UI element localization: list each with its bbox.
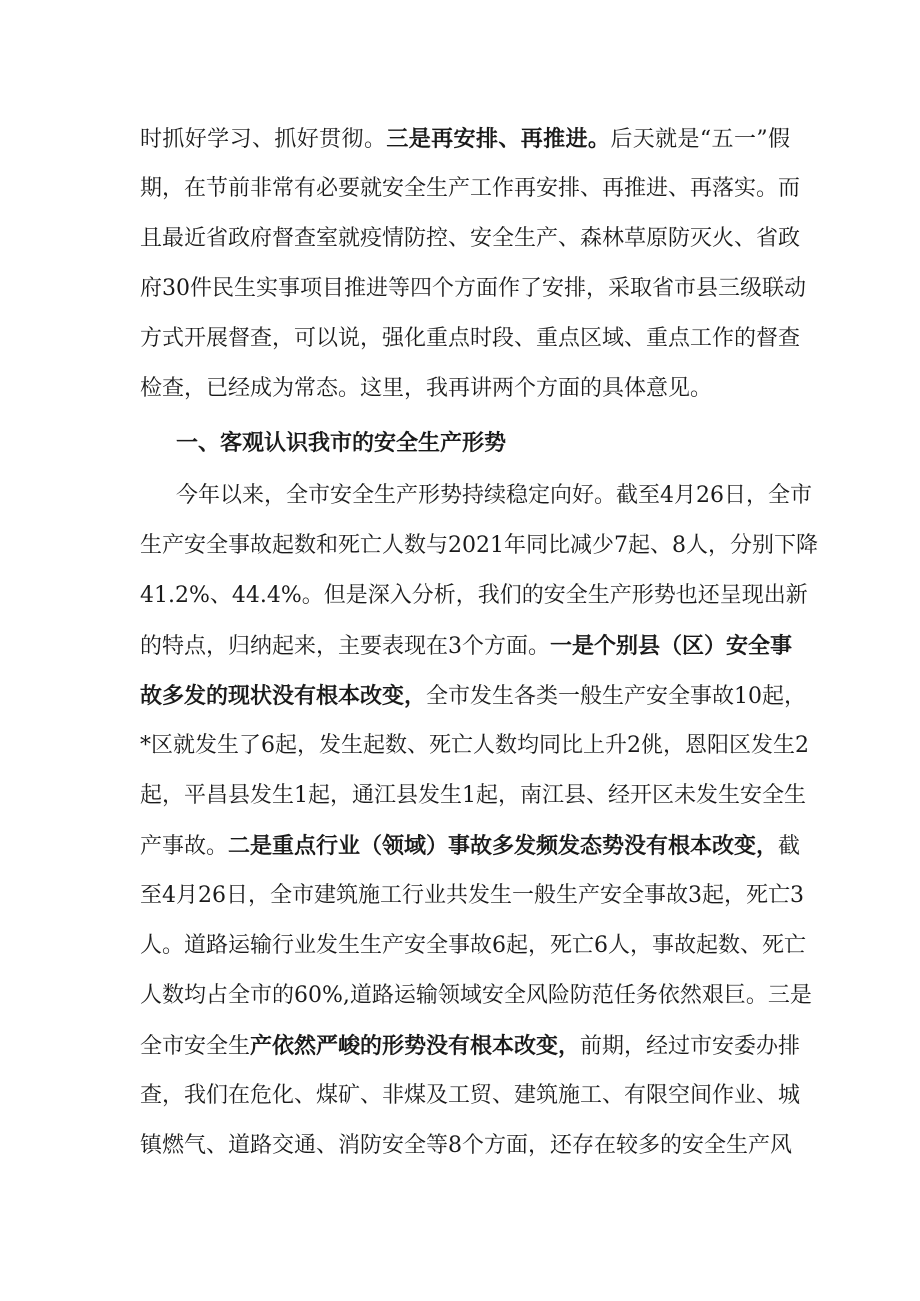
text-run: 方式开展督查，可以说，强化重点时段、重点区域、重点工作的督查 [140,326,801,351]
text-line [140,1126,790,1166]
text-line [140,1026,801,1066]
text-line [140,676,807,716]
text-run: 时抓好学习、抓好贯彻。 [140,127,387,152]
text-line [140,526,818,566]
text-run: 检查，已经成为常态。这里，我再讲两个方面的具体意见。 [140,376,713,401]
text-line [140,776,806,816]
text-run: 查，我们在危化、煤矿、非煤及工贸、建筑施工、有限空间作业、城 [140,1083,801,1108]
bold-text-run: 二是重点行业（领域）事故多发频发态势没有根本改变， [228,833,779,859]
text-run: 的特点，归纳起来，主要表现在3个方面。 [140,634,550,659]
text-run: *区就发生了6起，发生起数、死亡人数均同比上升2佻，恩阳区发生2 [140,733,809,758]
bold-text-run: 故多发的现状没有根本改变， [140,683,427,709]
text-run: 产事故。 [140,834,229,859]
text-run: 府30件民生实事项目推进等四个方面作了安排，采取省市县三级联动 [140,276,806,301]
text-run: 截 [778,834,801,859]
text-run: 期，在节前非常有必要就安全生产工作再安排、再推进、再落实。而 [140,176,801,201]
text-line [140,319,801,359]
bold-text-run: 一是个别县（区）安全事 [550,633,793,659]
text-run: 41.2%、44.4%。但是深入分析，我们的安全生产形势也还呈现出新 [140,583,808,608]
text-line [140,269,806,309]
text-run: 至4月26日，全市建筑施工行业共发生一般生产安全事故3起，死亡3 [140,883,804,908]
text-line [140,976,812,1016]
section-heading: 一、客观认识我市的安全生产形势 [176,430,507,456]
text-run: 镇燃气、道路交通、消防安全等8个方面，还存在较多的安全生产风 [140,1133,792,1158]
text-line [140,169,801,209]
text-line [140,1076,801,1116]
text-run: 前期，经过市安委办排 [580,1034,801,1059]
text-run: 起，平昌县发生1起，通江县发生1起，南江县、经开区未发生安全生 [140,783,806,808]
text-run: 全市发生各类一般生产安全事故10起， [426,684,807,709]
text-line [140,369,790,409]
text-line [140,576,808,616]
text-line [140,876,804,916]
text-line [140,826,801,866]
text-run: 今年以来，全市安全生产形势持续稳定向好。截至4月26日，全市 [176,483,812,508]
text-line [140,219,801,259]
text-line [140,726,809,766]
text-run: 生产安全事故起数和死亡人数与2021年同比减少7起、8人，分别下降 [140,533,818,558]
text-run: 人。道路运输行业发生生产安全事故6起，死亡6人，事故起数、死亡 [140,933,806,958]
text-run: 全市安全生 [140,1034,251,1059]
text-run: 且最近省政府督查室就疫情防控、安全生产、森林草原防灭火、省政 [140,226,801,251]
bold-text-run: 三是再安排、再推进。 [386,126,611,152]
text-line [140,119,790,159]
text-run: 人数均占全市的60%,道路运输领域安全风险防范任务依然艰巨。三是 [140,983,812,1008]
bold-text-run: 产依然严峻的形势没有根本改变， [250,1033,581,1059]
text-line [140,626,793,666]
text-line [176,476,812,516]
text-run: 后天就是“五一”假 [610,127,790,152]
text-line [140,926,806,966]
